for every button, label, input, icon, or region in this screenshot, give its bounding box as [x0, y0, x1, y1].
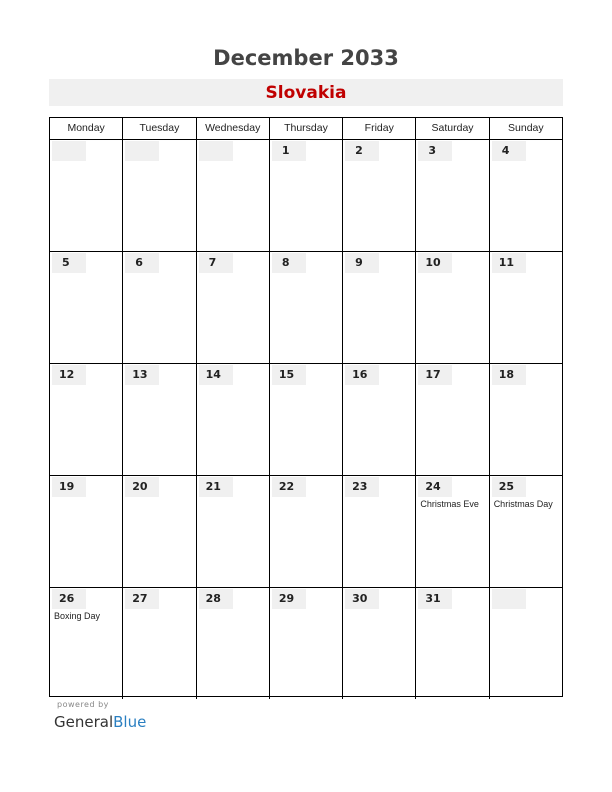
- day-cell: [122, 364, 195, 475]
- day-cell: [50, 140, 122, 251]
- day-cell: [50, 588, 122, 699]
- day-number: 19: [59, 480, 75, 493]
- weekday-header: Monday: [67, 122, 105, 134]
- day-number: 4: [501, 144, 510, 157]
- day-number-box: [125, 141, 159, 161]
- day-number: 9: [355, 256, 363, 269]
- holiday-label: Christmas Eve: [420, 499, 479, 509]
- day-cell: [489, 252, 562, 363]
- weekday-header: Wednesday: [196, 118, 269, 139]
- day-cell: [269, 476, 342, 587]
- day-cell: [342, 476, 415, 587]
- day-number: 12: [59, 368, 75, 381]
- day-number: 17: [425, 368, 441, 381]
- day-cell: [342, 140, 415, 251]
- week-row: [50, 252, 562, 364]
- day-number: 21: [205, 480, 221, 493]
- day-number: 24: [425, 480, 441, 493]
- day-cell: [489, 364, 562, 475]
- week-row: [50, 364, 562, 476]
- day-cell: [342, 252, 415, 363]
- day-cell: [50, 476, 122, 587]
- day-number: 23: [352, 480, 368, 493]
- day-cell: [342, 364, 415, 475]
- day-cell: [415, 364, 488, 475]
- day-cell: [196, 140, 269, 251]
- day-cell: [196, 588, 269, 699]
- day-number: 28: [205, 592, 221, 605]
- day-number: 7: [208, 256, 217, 269]
- day-cell: [415, 252, 488, 363]
- day-number: 20: [132, 480, 148, 493]
- day-cell: [269, 140, 342, 251]
- day-cell: [122, 252, 195, 363]
- powered-by-label: powered by: [57, 700, 109, 709]
- day-cell: [415, 140, 488, 251]
- day-cell: [415, 476, 488, 587]
- day-number: 6: [135, 256, 143, 269]
- day-number: 30: [352, 592, 368, 605]
- day-number: 29: [278, 592, 295, 605]
- brand-blue: Blue: [113, 713, 147, 731]
- day-number: 2: [355, 144, 363, 157]
- week-row: [50, 476, 562, 588]
- day-number: 22: [278, 480, 295, 493]
- day-cell: [269, 364, 342, 475]
- day-number: 14: [205, 368, 221, 381]
- holiday-label: Boxing Day: [54, 611, 101, 621]
- week-row: [50, 140, 562, 252]
- day-number: 8: [281, 256, 290, 269]
- day-number: 31: [425, 592, 441, 605]
- day-cell: [489, 476, 562, 587]
- day-cell: [342, 588, 415, 699]
- calendar-weeks: [50, 140, 562, 699]
- day-number: 25: [498, 480, 514, 493]
- country-name: Slovakia: [265, 83, 347, 103]
- weekday-header: Thursday: [269, 118, 342, 139]
- day-cell: [122, 140, 195, 251]
- day-cell: [269, 252, 342, 363]
- day-number: 26: [59, 592, 75, 605]
- day-number-box: [52, 141, 86, 161]
- day-number-box: [199, 141, 233, 161]
- weekday-header-row: [50, 118, 562, 140]
- weekday-header: Sunday: [489, 118, 562, 139]
- day-cell: [196, 252, 269, 363]
- holiday-label: Christmas Day: [493, 499, 553, 509]
- day-cell: [489, 140, 562, 251]
- day-cell: [415, 588, 488, 699]
- weekday-header: Friday: [342, 118, 415, 139]
- generalblue-logo: [54, 713, 146, 731]
- brand-general: General: [54, 713, 114, 731]
- day-cell: [269, 588, 342, 699]
- day-cell: [122, 476, 195, 587]
- day-number: 10: [425, 256, 441, 269]
- weekday-header: Tuesday: [122, 118, 195, 139]
- day-cell: [196, 476, 269, 587]
- day-cell: [50, 252, 122, 363]
- day-number: 1: [281, 144, 290, 157]
- country-banner: [49, 79, 563, 106]
- day-cell: [489, 588, 562, 699]
- day-number-box: [492, 589, 526, 609]
- day-number: 15: [278, 368, 295, 381]
- day-number: 27: [132, 592, 148, 605]
- day-cell: [196, 364, 269, 475]
- day-number: 18: [498, 368, 514, 381]
- week-row: [50, 588, 562, 699]
- day-number: 3: [428, 144, 437, 157]
- weekday-header: Saturday: [415, 118, 488, 139]
- day-number: 11: [498, 256, 514, 269]
- day-number: 5: [62, 256, 70, 269]
- day-number: 13: [132, 368, 148, 381]
- page-title: December 2033: [213, 46, 399, 70]
- day-cell: [50, 364, 122, 475]
- day-cell: [122, 588, 195, 699]
- calendar-grid: [49, 117, 563, 697]
- day-number: 16: [352, 368, 368, 381]
